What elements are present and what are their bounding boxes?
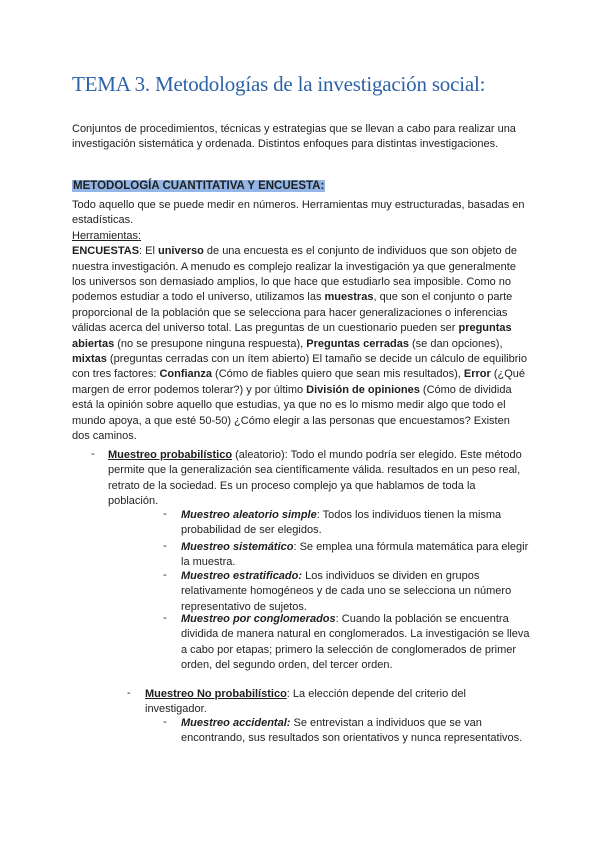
term-mixtas: mixtas bbox=[72, 353, 107, 366]
list-dash: - bbox=[163, 508, 167, 520]
tools-label: Herramientas: bbox=[72, 229, 142, 242]
body-text: de una encuesta es el conjunto de individuos que son objeto de nuestra investigación. A menudo es complejo realizar la investigación ya que generalmente los universos son demasiado amplios, lo que hace que estudiarlo sea imposible. Como no podemos estudiar a todo el universo, utilizamos las bbox=[72, 245, 517, 304]
term-conglomerados: Muestreo por conglomerados bbox=[181, 613, 336, 625]
list-item-accidental bbox=[181, 716, 531, 747]
list-dash: - bbox=[163, 540, 167, 552]
item-text: : Cuando la población se encuentra dividida de manera natural en conglomerados. La investigación se lleva a cabo por etapas; primero la selección de conglomerados de primer orden, del segundo orden, del tercer orden. bbox=[181, 613, 530, 672]
body-text: (Cómo de fiables quiero que sean mis resultados), bbox=[212, 368, 464, 381]
list-dash: - bbox=[127, 687, 131, 699]
list-item-no-probabilistico bbox=[145, 687, 530, 718]
term-probabilistico: Muestreo probabilístico bbox=[108, 449, 233, 461]
term-aleatorio-simple: Muestreo aleatorio simple bbox=[181, 509, 317, 521]
term-confianza: Confianza bbox=[159, 368, 212, 381]
term-no-probabilistico: Muestreo No probabilístico bbox=[145, 688, 287, 700]
term-muestras: muestras bbox=[324, 291, 374, 304]
term-error: Error bbox=[463, 368, 491, 381]
list-item-estratificado bbox=[181, 569, 531, 615]
term-universo: universo bbox=[157, 245, 204, 258]
item-text: (aleatorio): Todo el mundo podría ser elegido. Este método permite que la generalización sea científicamente válida. resultados en un peso real, retrato de la sociedad. Es un proceso complejo ya que hablamos de toda la población. bbox=[108, 449, 522, 508]
list-item-probabilistico bbox=[108, 448, 528, 510]
term-sistematico: Muestreo sistemático bbox=[181, 541, 294, 553]
section-heading-cuantitativa: METODOLOGÍA CUANTITATIVA Y ENCUESTA: bbox=[73, 180, 325, 192]
term-preguntas-abiertas: preguntas abiertas bbox=[72, 322, 512, 350]
body-text: (se dan opciones), bbox=[408, 337, 503, 350]
item-text: : Todos los individuos tienen la misma probabilidad de ser elegidos. bbox=[181, 509, 502, 537]
list-dash: - bbox=[163, 569, 167, 581]
body-text: (preguntas cerradas con un ítem abierto) El tamaño se decide un cálculo de equilibrio con tres factores: bbox=[72, 353, 527, 381]
item-text: : La elección depende del criterio del investigador. bbox=[145, 688, 466, 716]
list-item-aleatorio-simple bbox=[181, 508, 531, 539]
item-text: : Se emplea una fórmula matemática para elegir la muestra. bbox=[181, 541, 529, 569]
item-text: Se entrevistan a individuos que se van encontrando, sus resultados son orientativos y nunca representativos. bbox=[181, 717, 523, 745]
page-title: TEMA 3. Metodologías de la investigación social: bbox=[72, 72, 486, 96]
term-encuestas: ENCUESTAS bbox=[72, 245, 140, 258]
intro-paragraph: Conjuntos de procedimientos, técnicas y estrategias que se llevan a cabo para realizar una investigación sistemática y ordenada. Distintos enfoques para distintas investigaciones. bbox=[72, 123, 516, 151]
list-dash: - bbox=[163, 716, 167, 728]
list-dash: - bbox=[163, 612, 167, 624]
term-division-opiniones: División de opiniones bbox=[306, 383, 420, 396]
list-item-sistematico bbox=[181, 540, 531, 571]
list-dash: - bbox=[91, 448, 95, 460]
lead-text: Todo aquello que se puede medir en números. Herramientas muy estructuradas, basadas en estadísticas. bbox=[72, 199, 525, 227]
body-text: : El bbox=[139, 245, 158, 258]
body-text: , que son el conjunto o parte proporcional de la población que se selecciona para hacer generalizaciones o inferencias válidas acerca del universo total. Las preguntas de un cuestionario pueden ser bbox=[72, 291, 513, 335]
section-body bbox=[72, 198, 530, 445]
item-text: Los individuos se dividen en grupos relativamente homogéneos y de cada uno se selecciona un número representativo de sujetos. bbox=[181, 570, 512, 613]
list-item-conglomerados bbox=[181, 612, 531, 674]
body-text: (no se presupone ninguna respuesta), bbox=[114, 337, 307, 350]
term-estratificado: Muestreo estratificado: bbox=[181, 570, 303, 582]
body-text: (¿Qué margen de error podemos tolerar?) y por último bbox=[72, 368, 526, 396]
term-preguntas-cerradas: Preguntas cerradas bbox=[306, 337, 409, 350]
body-text: (Cómo de dividida está la opinión sobre aquello que estudias, ya que no es lo mismo medir algo que todo el mundo apoya, a que esté 50-50) ¿Cómo elegir a las personas que encuestamos? Existen dos caminos. bbox=[72, 383, 512, 443]
term-accidental: Muestreo accidental: bbox=[181, 717, 291, 729]
